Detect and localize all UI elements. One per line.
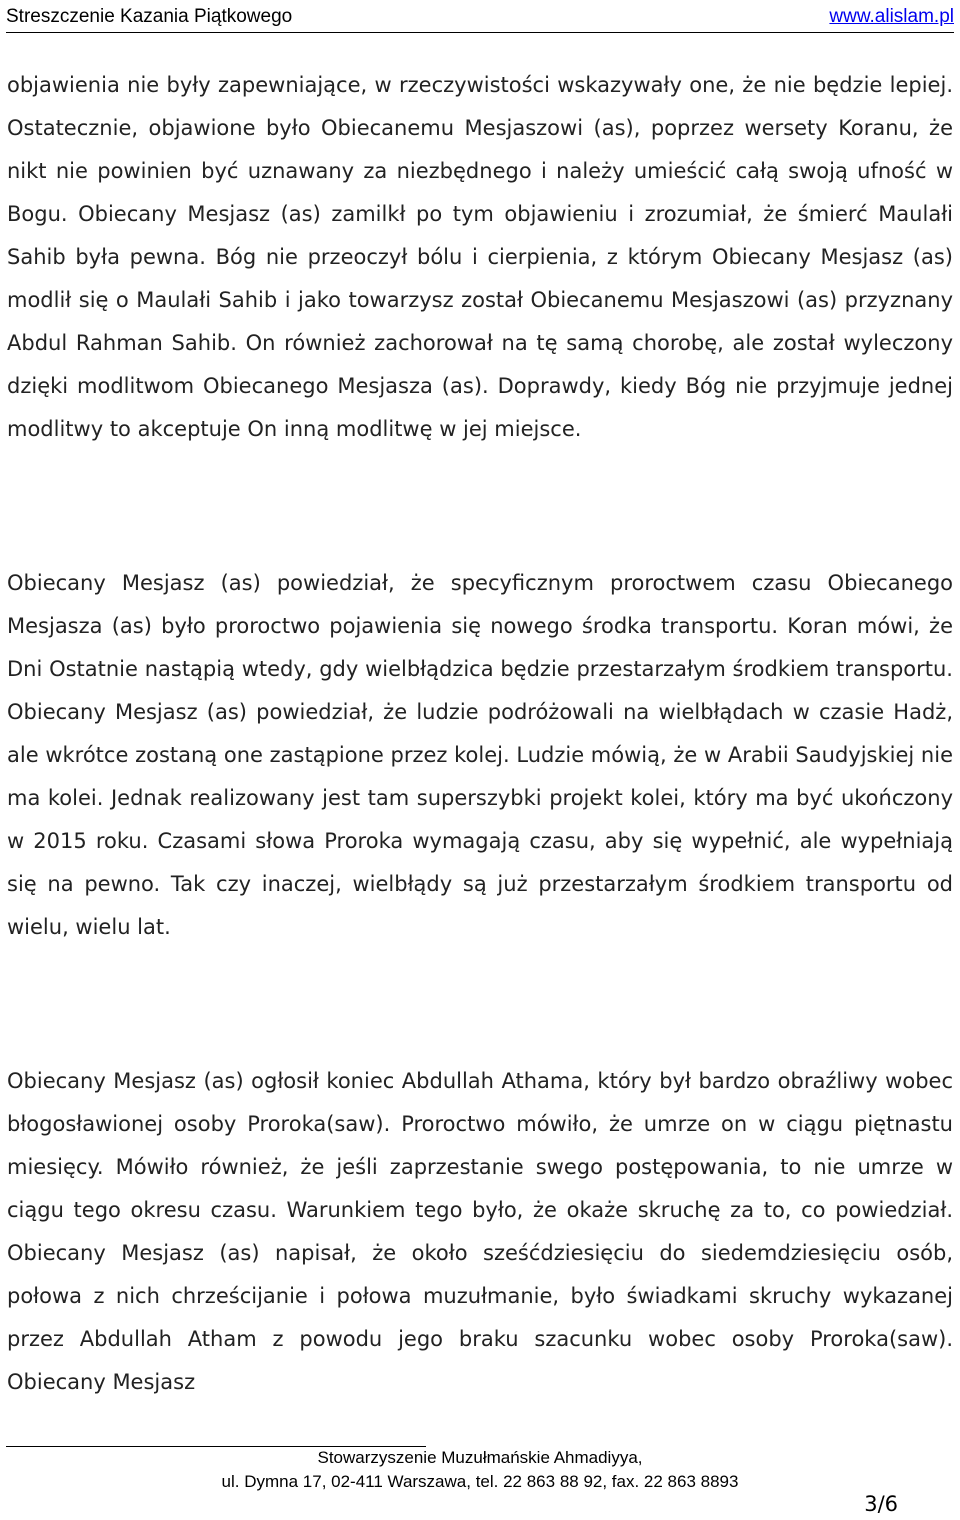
page-number: 3/6	[864, 1492, 898, 1516]
website-link[interactable]: www.alislam.pl	[829, 6, 954, 27]
page-header	[6, 4, 954, 33]
document-title: Streszczenie Kazania Piątkowego	[6, 6, 293, 27]
body-paragraph-1: objawienia nie były zapewniające, w rzeczywistości wskazywały one, że nie będzie lepiej. Ostatecznie, objawione było Obiecanemu Mesjaszowi (as), poprzez wersety Koranu, że nikt nie powinien być uznawany za niezbędnego i należy umieścić całą swoją ufność w Bogu. Obiecany Mesjasz (as) zamilkł po tym objawieniu i zrozumiał, że śmierć Maulałi Sahib była pewna. Bóg nie przeoczył bólu i cierpienia, z którym Obiecany Mesjasz (as) modlił się o Maulałi Sahib i jako towarzysz został Obiecanemu Mesjaszowi (as) przyznany Abdul Rahman Sahib. On również zachorował na tę samą chorobę, ale został wyleczony dzięki modlitwom Obiecanego Mesjasza (as). Doprawdy, kiedy Bóg nie przyjmuje jednej modlitwy to akceptuje On inną modlitwę w jej miejsce.	[7, 73, 953, 441]
footer-address: ul. Dymna 17, 02-411 Warszawa, tel. 22 863 88 92, fax. 22 863 8893	[221, 1472, 739, 1491]
page-footer	[0, 1446, 960, 1494]
body-paragraph-3: Obiecany Mesjasz (as) ogłosił koniec Abdullah Athama, który był bardzo obraźliwy wobec błogosławionej osoby Proroka(saw). Proroctwo mówiło, że umrze on w ciągu piętnastu miesięcy. Mówiło również, że jeśli zaprzestanie swego postępowania, to nie umrze w ciągu tego okresu czasu. Warunkiem tego było, że okaże skruchę za to, co powiedział. Obiecany Mesjasz (as) napisał, że około sześćdziesięciu do siedemdziesięciu osób, połowa z nich chrześcijanie i połowa muzułmanie, było świadkami skruchy wykazanej przez Abdullah Atham z powodu jego braku szacunku wobec osoby Proroka(saw). Obiecany Mesjasz	[7, 1069, 953, 1394]
footer-organization: Stowarzyszenie Muzułmańskie Ahmadiyya,	[317, 1448, 643, 1467]
body-paragraph-2: Obiecany Mesjasz (as) powiedział, że specyficznym proroctwem czasu Obiecanego Mesjasza (as) było proroctwo pojawienia się nowego środka transportu. Koran mówi, że Dni Ostatnie nastąpią wtedy, gdy wielbłądzica będzie przestarzałym środkiem transportu. Obiecany Mesjasz (as) powiedział, że ludzie podróżowali na wielbłądach w czasie Hadż, ale wkrótce zostaną one zastąpione przez kolej. Ludzie mówią, że w Arabii Saudyjskiej nie ma kolei. Jednak realizowany jest tam superszybki projekt kolei, który ma być ukończony w 2015 roku. Czasami słowa Proroka wymagają czasu, aby się wypełnić, ale wypełniają się na pewno. Tak czy inaczej, wielbłądy są już przestarzałym środkiem transportu od wielu, wielu lat.	[7, 571, 953, 939]
